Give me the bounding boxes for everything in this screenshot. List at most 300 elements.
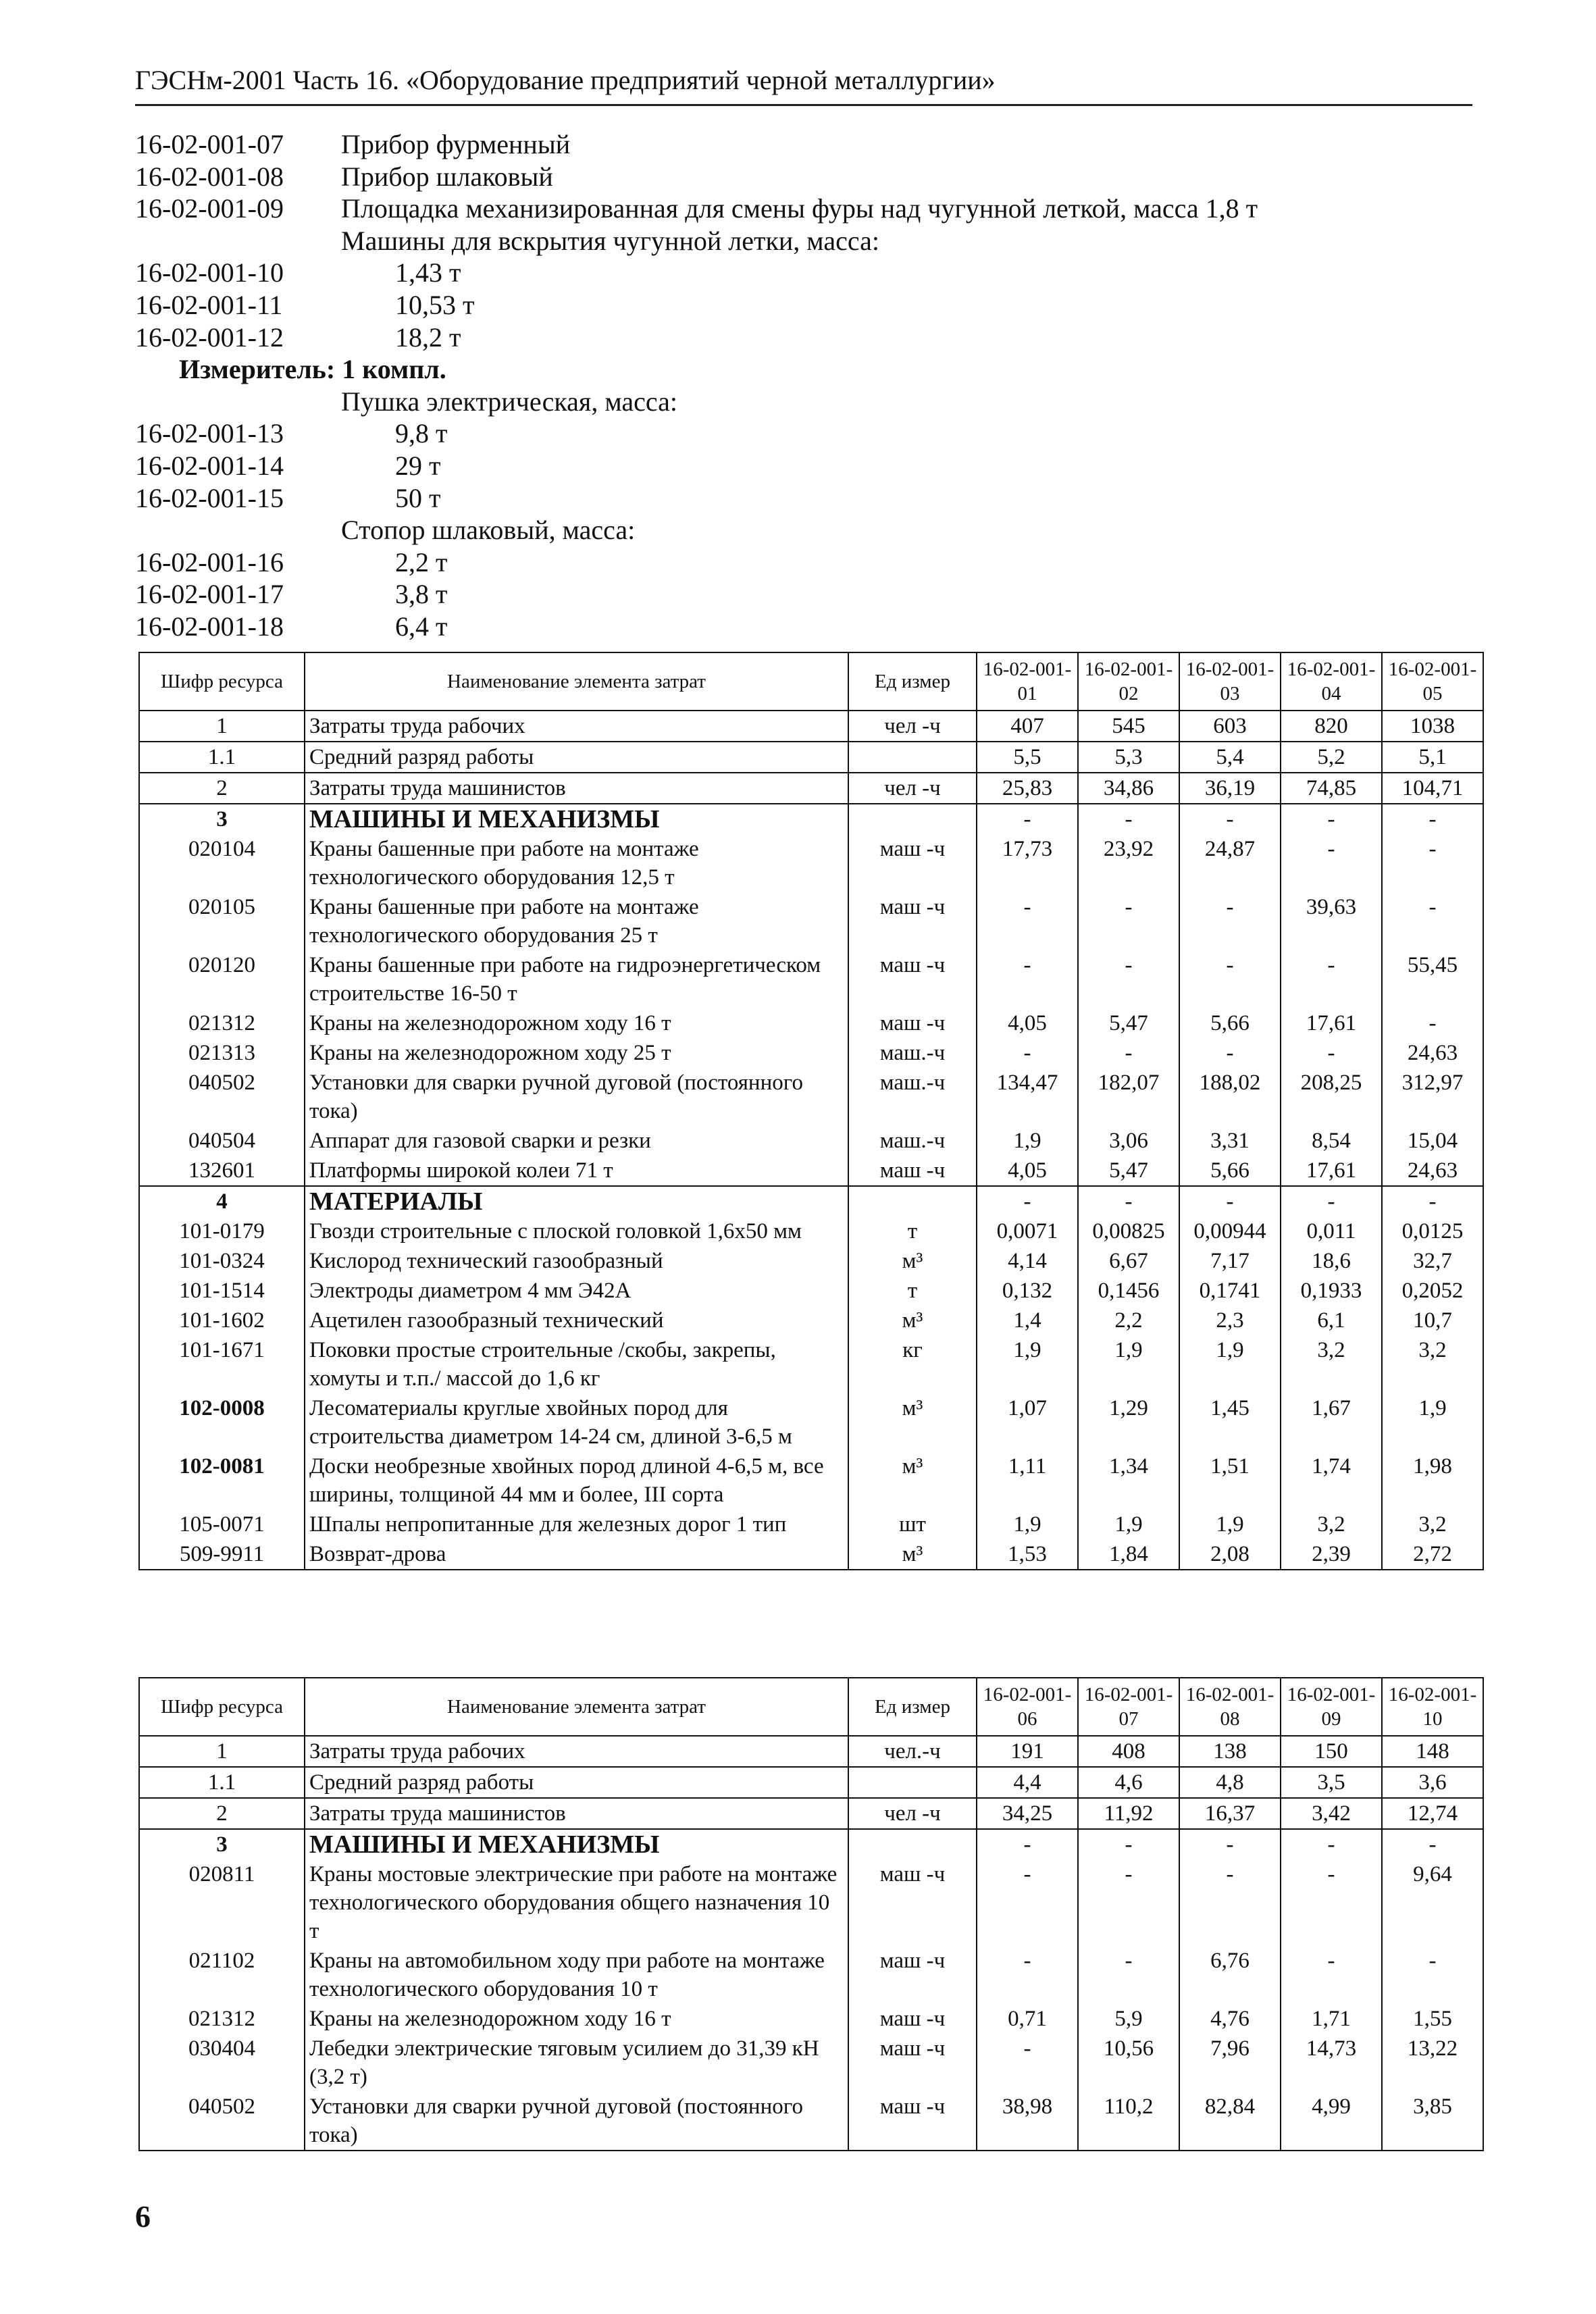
intro-text: Пушка электрическая, масса: — [341, 386, 677, 417]
resource-name: Затраты труда рабочих — [305, 1736, 848, 1767]
resource-name: Платформы широкой колеи 71 т — [305, 1156, 848, 1186]
resource-value: 408 — [1078, 1736, 1179, 1767]
resource-unit: маш -ч — [848, 950, 977, 1008]
resource-unit: т — [848, 1216, 977, 1246]
resource-value: - — [1078, 1186, 1179, 1216]
resource-code: 101-0179 — [139, 1216, 305, 1246]
resource-value: 2,39 — [1281, 1539, 1382, 1570]
table-row — [139, 1156, 1483, 1186]
resource-code: 020105 — [139, 892, 305, 950]
resource-value: 3,85 — [1382, 2092, 1483, 2151]
resource-unit — [848, 1829, 977, 1859]
resource-unit: чел -ч — [848, 711, 977, 742]
resource-unit: м³ — [848, 1451, 977, 1510]
resource-value: - — [1078, 804, 1179, 834]
column-header: 16-02-001-10 — [1382, 1678, 1483, 1736]
resource-value: 16,37 — [1179, 1798, 1281, 1829]
resource-value: 188,02 — [1179, 1068, 1281, 1126]
resource-name: Средний разряд работы — [305, 1767, 848, 1798]
resource-value: 1,9 — [1179, 1510, 1281, 1539]
resource-value: 1,51 — [1179, 1451, 1281, 1510]
resource-value: 545 — [1078, 711, 1179, 742]
resource-value: 74,85 — [1281, 773, 1382, 804]
resource-value: - — [977, 804, 1078, 834]
table-row — [139, 773, 1483, 804]
resource-value: 1,11 — [977, 1451, 1078, 1510]
resource-value: 5,66 — [1179, 1156, 1281, 1186]
resource-unit: м³ — [848, 1306, 977, 1335]
resource-name: Возврат-дрова — [305, 1539, 848, 1570]
intro-text: Машины для вскрытия чугунной летки, масса: — [341, 225, 879, 256]
resource-value: - — [1078, 1038, 1179, 1068]
resource-unit: м³ — [848, 1393, 977, 1451]
resource-code: 101-1602 — [139, 1306, 305, 1335]
resource-value: - — [1078, 950, 1179, 1008]
column-header: 16-02-001-01 — [977, 652, 1078, 711]
intro-row — [135, 386, 1486, 418]
intro-text: Стопор шлаковый, масса: — [341, 515, 636, 546]
resource-value: 5,1 — [1382, 742, 1483, 773]
table-row — [139, 2034, 1483, 2092]
resource-value: 18,6 — [1281, 1246, 1382, 1276]
intro-code: 16-02-001-18 — [135, 611, 284, 642]
table-row — [139, 804, 1483, 834]
intro-text: 50 т — [395, 482, 441, 513]
resource-code: 4 — [139, 1186, 305, 1216]
resource-value: 312,97 — [1382, 1068, 1483, 1126]
table-row — [139, 1829, 1483, 1859]
resource-code: 2 — [139, 773, 305, 804]
table-row — [139, 742, 1483, 773]
resource-code: 040504 — [139, 1126, 305, 1156]
resource-value: 1,71 — [1281, 2004, 1382, 2034]
column-header: Ед измер — [848, 652, 977, 711]
resource-unit: маш -ч — [848, 1156, 977, 1186]
resource-value: 2,08 — [1179, 1539, 1281, 1570]
resource-value: 1,67 — [1281, 1393, 1382, 1451]
resource-value: 4,14 — [977, 1246, 1078, 1276]
resource-value: 4,99 — [1281, 2092, 1382, 2151]
intro-text: 3,8 т — [395, 579, 448, 610]
resource-value: 24,87 — [1179, 834, 1281, 892]
resource-value: - — [977, 1829, 1078, 1859]
column-header: 16-02-001-07 — [1078, 1678, 1179, 1736]
resource-value: 17,61 — [1281, 1008, 1382, 1038]
column-header: Наименование элемента затрат — [305, 1678, 848, 1736]
intro-code: 16-02-001-10 — [135, 257, 284, 288]
intro-text: Площадка механизированная для смены фуры над чугунной леткой, масса 1,8 т — [341, 193, 1258, 224]
resource-value: - — [1281, 804, 1382, 834]
intro-code — [135, 514, 341, 546]
resource-value: 0,0125 — [1382, 1216, 1483, 1246]
intro-text: 9,8 т — [395, 418, 448, 449]
intro-row — [135, 289, 1486, 322]
resource-name: Затраты труда машинистов — [305, 773, 848, 804]
intro-code: 16-02-001-16 — [135, 546, 284, 577]
resource-code: 1.1 — [139, 742, 305, 773]
table-row — [139, 1451, 1483, 1510]
resource-code: 132601 — [139, 1156, 305, 1186]
resource-unit: маш -ч — [848, 1008, 977, 1038]
table-row — [139, 1539, 1483, 1570]
resource-unit: м³ — [848, 1539, 977, 1570]
column-header: 16-02-001-06 — [977, 1678, 1078, 1736]
resource-code: 1 — [139, 711, 305, 742]
resource-unit — [848, 1186, 977, 1216]
resource-value: 24,63 — [1382, 1156, 1483, 1186]
resource-value: - — [1382, 834, 1483, 892]
resource-code: 1.1 — [139, 1767, 305, 1798]
resource-code: 102-0081 — [139, 1451, 305, 1510]
table-row — [139, 1767, 1483, 1798]
column-header: Шифр ресурса — [139, 1678, 305, 1736]
resource-value: 0,0071 — [977, 1216, 1078, 1246]
table-row — [139, 834, 1483, 892]
resource-unit: т — [848, 1276, 977, 1306]
resource-code: 3 — [139, 1829, 305, 1859]
resource-value: 1,84 — [1078, 1539, 1179, 1570]
column-header: Ед измер — [848, 1678, 977, 1736]
resource-value: 4,4 — [977, 1767, 1078, 1798]
resource-name: Ацетилен газообразный технический — [305, 1306, 848, 1335]
resource-value: 208,25 — [1281, 1068, 1382, 1126]
intro-text: 2,2 т — [395, 546, 448, 577]
resource-value: 5,66 — [1179, 1008, 1281, 1038]
resource-value: - — [977, 1946, 1078, 2004]
resource-name: Доски необрезные хвойных пород длиной 4-6,5 м, все ширины, толщиной 44 мм и более, III сорта — [305, 1451, 848, 1510]
resource-value: 1,98 — [1382, 1451, 1483, 1510]
resource-value: - — [1281, 950, 1382, 1008]
table-row — [139, 950, 1483, 1008]
table-row — [139, 2004, 1483, 2034]
table-row — [139, 1068, 1483, 1126]
table-row — [139, 1335, 1483, 1393]
resource-value: 55,45 — [1382, 950, 1483, 1008]
resource-code: 020104 — [139, 834, 305, 892]
resource-value: - — [1078, 892, 1179, 950]
table-row — [139, 1216, 1483, 1246]
intro-row — [135, 257, 1486, 289]
resource-value: 5,5 — [977, 742, 1078, 773]
intro-row — [135, 128, 1486, 161]
resource-value: 148 — [1382, 1736, 1483, 1767]
resource-value: 0,011 — [1281, 1216, 1382, 1246]
table-row — [139, 1510, 1483, 1539]
resource-value: 32,7 — [1382, 1246, 1483, 1276]
table-row — [139, 1126, 1483, 1156]
intro-row — [135, 161, 1486, 193]
resource-value: 34,25 — [977, 1798, 1078, 1829]
resource-value: - — [977, 1038, 1078, 1068]
resource-value: - — [1281, 1859, 1382, 1946]
resource-value: 14,73 — [1281, 2034, 1382, 2092]
resource-unit: маш -ч — [848, 1859, 977, 1946]
resource-name: МАТЕРИАЛЫ — [305, 1186, 848, 1216]
resource-unit: маш -ч — [848, 2004, 977, 2034]
resource-unit: чел -ч — [848, 773, 977, 804]
resource-unit: чел -ч — [848, 1798, 977, 1829]
resource-name: Установки для сварки ручной дуговой (постоянного тока) — [305, 1068, 848, 1126]
resource-value: - — [1179, 1038, 1281, 1068]
measure-unit: Измеритель: 1 компл. — [179, 354, 446, 385]
resource-unit: м³ — [848, 1246, 977, 1276]
resource-value: 3,2 — [1382, 1335, 1483, 1393]
resource-value: 1,9 — [1179, 1335, 1281, 1393]
resource-value: 23,92 — [1078, 834, 1179, 892]
resource-value: 4,76 — [1179, 2004, 1281, 2034]
resource-value: 150 — [1281, 1736, 1382, 1767]
resource-value: - — [1078, 1829, 1179, 1859]
resource-value: 11,92 — [1078, 1798, 1179, 1829]
column-header: Наименование элемента затрат — [305, 652, 848, 711]
resource-value: 34,86 — [1078, 773, 1179, 804]
resource-value: - — [1179, 892, 1281, 950]
resource-value: 1,29 — [1078, 1393, 1179, 1451]
table-row — [139, 711, 1483, 742]
resource-value: 3,2 — [1281, 1335, 1382, 1393]
column-header: 16-02-001-09 — [1281, 1678, 1382, 1736]
resource-name: Кислород технический газообразный — [305, 1246, 848, 1276]
resource-value: 36,19 — [1179, 773, 1281, 804]
resource-value: - — [977, 892, 1078, 950]
resource-value: 134,47 — [977, 1068, 1078, 1126]
intro-code — [135, 225, 341, 257]
resource-value: 110,2 — [1078, 2092, 1179, 2151]
intro-row — [135, 225, 1486, 257]
resource-name: Краны мостовые электрические при работе на монтаже технологического оборудования общего назначения 10 т — [305, 1859, 848, 1946]
resource-value: - — [1281, 1829, 1382, 1859]
table-row — [139, 1008, 1483, 1038]
resource-value: 0,71 — [977, 2004, 1078, 2034]
table-row — [139, 1038, 1483, 1068]
resource-code: 3 — [139, 804, 305, 834]
table-row — [139, 1946, 1483, 2004]
resource-code: 101-1671 — [139, 1335, 305, 1393]
intro-text: 6,4 т — [395, 611, 448, 642]
resource-value: - — [1281, 834, 1382, 892]
resource-value: 5,9 — [1078, 2004, 1179, 2034]
resource-value: - — [1382, 1186, 1483, 1216]
resource-value: 407 — [977, 711, 1078, 742]
resource-value: 7,17 — [1179, 1246, 1281, 1276]
resource-name: Краны башенные при работе на монтаже технологического оборудования 25 т — [305, 892, 848, 950]
resource-value: 104,71 — [1382, 773, 1483, 804]
resource-value: 1,34 — [1078, 1451, 1179, 1510]
resource-name: Лесоматериалы круглые хвойных пород для строительства диаметром 14-24 см, длиной 3-6,5 м — [305, 1393, 848, 1451]
resource-name: Краны на железнодорожном ходу 16 т — [305, 2004, 848, 2034]
intro-code: 16-02-001-09 — [135, 193, 284, 224]
resource-value: 5,2 — [1281, 742, 1382, 773]
resource-value: 3,06 — [1078, 1126, 1179, 1156]
intro-code: 16-02-001-14 — [135, 450, 284, 481]
resource-value: 3,2 — [1382, 1510, 1483, 1539]
intro-row — [135, 192, 1486, 225]
intro-text: Прибор фурменный — [341, 129, 571, 159]
resource-value: 24,63 — [1382, 1038, 1483, 1068]
resource-name: Краны башенные при работе на монтаже технологического оборудования 12,5 т — [305, 834, 848, 892]
resource-value: - — [1179, 950, 1281, 1008]
resource-value: 2,72 — [1382, 1539, 1483, 1570]
resource-value: 6,67 — [1078, 1246, 1179, 1276]
resource-code: 101-1514 — [139, 1276, 305, 1306]
intro-code: 16-02-001-12 — [135, 322, 284, 353]
resource-value: - — [1078, 1946, 1179, 2004]
resource-unit — [848, 742, 977, 773]
resource-value: 1,74 — [1281, 1451, 1382, 1510]
intro-row — [135, 482, 1486, 515]
resource-value: 138 — [1179, 1736, 1281, 1767]
column-header: 16-02-001-05 — [1382, 652, 1483, 711]
resource-value: - — [1382, 892, 1483, 950]
resource-value: 3,42 — [1281, 1798, 1382, 1829]
resource-value: 603 — [1179, 711, 1281, 742]
resource-value: 1,9 — [977, 1510, 1078, 1539]
resource-value: 0,00825 — [1078, 1216, 1179, 1246]
column-header: 16-02-001-03 — [1179, 652, 1281, 711]
resource-code: 021312 — [139, 1008, 305, 1038]
intro-row — [135, 611, 1486, 643]
resource-unit: маш -ч — [848, 2092, 977, 2151]
table-row — [139, 1276, 1483, 1306]
intro-list — [135, 128, 1486, 643]
resource-code: 021312 — [139, 2004, 305, 2034]
resource-value: 38,98 — [977, 2092, 1078, 2151]
resource-code: 040502 — [139, 2092, 305, 2151]
resource-value: - — [1179, 1186, 1281, 1216]
table-row — [139, 1246, 1483, 1276]
resource-value: 13,22 — [1382, 2034, 1483, 2092]
resource-value: - — [1078, 1859, 1179, 1946]
resource-unit: маш.-ч — [848, 1126, 977, 1156]
resource-value: - — [977, 1859, 1078, 1946]
intro-row — [135, 546, 1486, 579]
resource-code: 040502 — [139, 1068, 305, 1126]
resource-code: 2 — [139, 1798, 305, 1829]
resource-value: 1,9 — [1382, 1393, 1483, 1451]
resource-value: 0,1933 — [1281, 1276, 1382, 1306]
intro-code: 16-02-001-17 — [135, 579, 284, 610]
resource-name: МАШИНЫ И МЕХАНИЗМЫ — [305, 804, 848, 834]
resource-value: 3,31 — [1179, 1126, 1281, 1156]
resource-name: Затраты труда рабочих — [305, 711, 848, 742]
resource-value: 4,6 — [1078, 1767, 1179, 1798]
resource-value: 1,9 — [977, 1335, 1078, 1393]
column-header: Шифр ресурса — [139, 652, 305, 711]
resource-value: 1,9 — [1078, 1510, 1179, 1539]
resource-value: - — [1382, 1829, 1483, 1859]
resource-name: Аппарат для газовой сварки и резки — [305, 1126, 848, 1156]
resource-value: 1038 — [1382, 711, 1483, 742]
resource-table-2 — [138, 1677, 1484, 2151]
intro-code — [135, 386, 341, 418]
resource-value: 2,2 — [1078, 1306, 1179, 1335]
resource-code: 021102 — [139, 1946, 305, 2004]
resource-value: 6,1 — [1281, 1306, 1382, 1335]
column-header: 16-02-001-08 — [1179, 1678, 1281, 1736]
resource-value: 3,6 — [1382, 1767, 1483, 1798]
intro-row — [135, 514, 1486, 546]
table-row — [139, 1393, 1483, 1451]
resource-unit: маш -ч — [848, 834, 977, 892]
resource-value: 5,47 — [1078, 1156, 1179, 1186]
resource-value: 82,84 — [1179, 2092, 1281, 2151]
resource-unit: маш -ч — [848, 892, 977, 950]
resource-name: Поковки простые строительные /скобы, закрепы, хомуты и т.п./ массой до 1,6 кг — [305, 1335, 848, 1393]
resource-code: 020120 — [139, 950, 305, 1008]
intro-row — [135, 578, 1486, 611]
intro-code: 16-02-001-15 — [135, 482, 284, 513]
resource-value: 39,63 — [1281, 892, 1382, 950]
resource-value: 15,04 — [1382, 1126, 1483, 1156]
resource-code: 105-0071 — [139, 1510, 305, 1539]
resource-value: - — [1281, 1038, 1382, 1068]
resource-value: - — [977, 2034, 1078, 2092]
intro-row — [135, 353, 1486, 386]
resource-value: 8,54 — [1281, 1126, 1382, 1156]
intro-code: 16-02-001-13 — [135, 418, 284, 449]
resource-value: 1,55 — [1382, 2004, 1483, 2034]
table-row — [139, 892, 1483, 950]
resource-name: Лебедки электрические тяговым усилием до 31,39 кН (3,2 т) — [305, 2034, 848, 2092]
resource-name: Электроды диаметром 4 мм Э42А — [305, 1276, 848, 1306]
resource-value: 1,9 — [977, 1126, 1078, 1156]
resource-value: 5,47 — [1078, 1008, 1179, 1038]
intro-text: 29 т — [395, 450, 441, 481]
resource-value: 1,07 — [977, 1393, 1078, 1451]
resource-value: 4,05 — [977, 1008, 1078, 1038]
table-row — [139, 2092, 1483, 2151]
resource-value: 17,61 — [1281, 1156, 1382, 1186]
resource-value: - — [1382, 1946, 1483, 2004]
intro-code: 16-02-001-07 — [135, 129, 284, 159]
resource-name: Установки для сварки ручной дуговой (постоянного тока) — [305, 2092, 848, 2151]
resource-unit: маш.-ч — [848, 1068, 977, 1126]
intro-text: 1,43 т — [395, 257, 461, 288]
resource-value: 1,53 — [977, 1539, 1078, 1570]
column-header: 16-02-001-04 — [1281, 652, 1382, 711]
resource-value: 191 — [977, 1736, 1078, 1767]
resource-value: 2,3 — [1179, 1306, 1281, 1335]
resource-value: 0,132 — [977, 1276, 1078, 1306]
page-header: ГЭСНм-2001 Часть 16. «Оборудование предприятий черной металлургии» — [135, 64, 1472, 106]
resource-value: 3,5 — [1281, 1767, 1382, 1798]
resource-name: Затраты труда машинистов — [305, 1798, 848, 1829]
resource-value: - — [1179, 804, 1281, 834]
resource-value: 0,00944 — [1179, 1216, 1281, 1246]
resource-name: Краны на железнодорожном ходу 25 т — [305, 1038, 848, 1068]
resource-unit: кг — [848, 1335, 977, 1393]
resource-unit — [848, 804, 977, 834]
resource-code: 020811 — [139, 1859, 305, 1946]
resource-value: - — [1382, 804, 1483, 834]
table-row — [139, 1859, 1483, 1946]
resource-code: 1 — [139, 1736, 305, 1767]
resource-unit: маш -ч — [848, 2034, 977, 2092]
intro-row — [135, 417, 1486, 450]
resource-value: 1,45 — [1179, 1393, 1281, 1451]
resource-value: 5,3 — [1078, 742, 1179, 773]
resource-code: 030404 — [139, 2034, 305, 2092]
resource-value: - — [1179, 1859, 1281, 1946]
resource-code: 101-0324 — [139, 1246, 305, 1276]
resource-unit — [848, 1767, 977, 1798]
resource-unit: маш.-ч — [848, 1038, 977, 1068]
resource-value: 17,73 — [977, 834, 1078, 892]
intro-code: 16-02-001-08 — [135, 161, 284, 192]
resource-value: 4,05 — [977, 1156, 1078, 1186]
resource-unit: шт — [848, 1510, 977, 1539]
resource-code: 102-0008 — [139, 1393, 305, 1451]
